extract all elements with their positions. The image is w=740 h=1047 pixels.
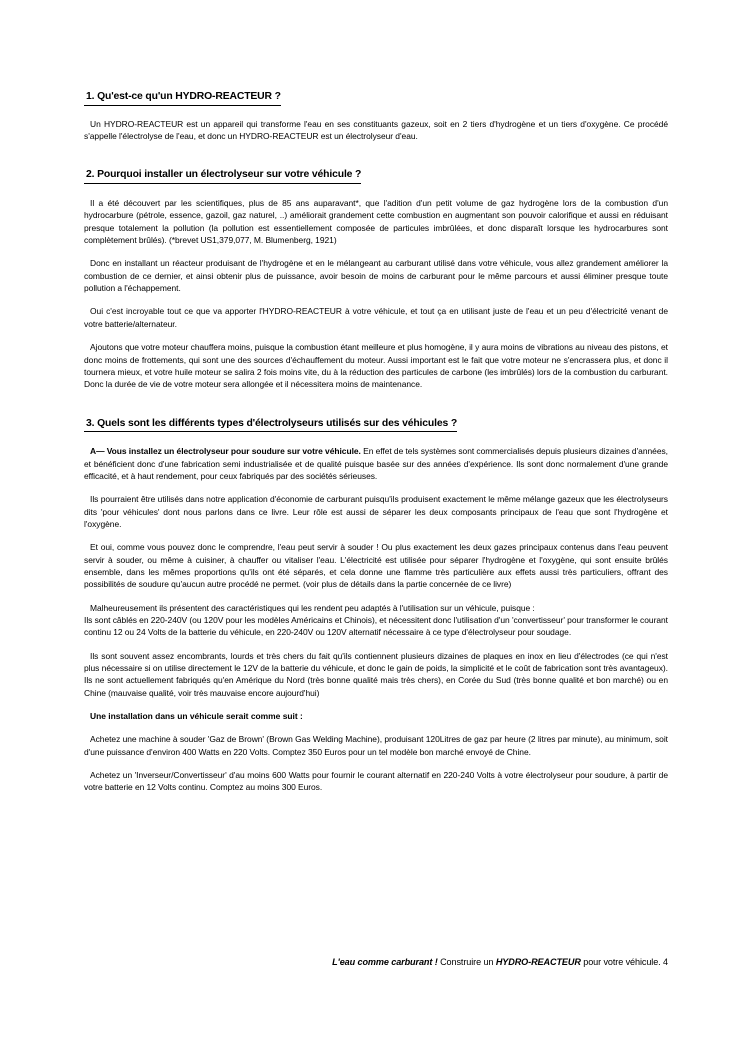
section-2-heading-wrap	[84, 164, 668, 184]
section-1-heading-wrap	[84, 86, 668, 106]
subsection-a-lead-text: En effet de tels systèmes sont commercialisés depuis plusieurs dizaines d'années, et bénéficient donc d'une fabrication semi industrialisée et de qualité puisque basée sur des années d'expérience. Ils sont donc normalement d'une grande efficacité, et à haut rendement, pour ceux fabriqués par des sociétés sérieuses.	[84, 446, 668, 481]
install-paragraph-2: Achetez un 'Inverseur/Convertisseur' d'au moins 600 Watts pour fournir le courant alternatif en 220-240 Volts à votre électrolyseur pour soudure, à partir de votre batterie en 12 Volts continu. Comptez au moins 300 Euros.	[84, 770, 668, 793]
section-3-paragraph-1: Ils pourraient être utilisés dans notre application d'économie de carburant puisqu'ils produisent exactement le même mélange gazeux que les électrolyseurs dits 'pour véhicules' dont nous parlons dans ce livre. Leur rôle est aussi de séparer les deux composants principaux de l'eau que sont l'hydrogène et l'oxygène.	[84, 494, 668, 529]
install-paragraph-1: Achetez une machine à souder 'Gaz de Brown' (Brown Gas Welding Machine), produisant 120Litres de gaz par heure (2 litres par minute), au minimum, soit d'une puissance d'environ 400 Watts en 220 Volts. Comptez 350 Euros pour un tel modèle bon marché envoyé de Chine.	[84, 734, 668, 757]
section-heading-1: 1. Qu'est-ce qu'un HYDRO-REACTEUR ?	[84, 91, 281, 106]
section-3-paragraph-5: Ils sont souvent assez encombrants, lourds et très chers du fait qu'ils contiennent plusieurs dizaines de plaques en inox en lieu d'électrodes (ce qui n'est plus nécessaire si on utilise directement le 12V de la batterie du véhicule, et donc le gain de poids, la simplicité et le coût de fabrication sont très avantageux). Ils ne sont actuellement fabriqués qu'en Amérique du Nord (très bonne qualité mais très chers), en Corée du Sud (très bonne qualité et bon marché) ou en Chine (mauvaise qualité, voir très mauvaise encore aujourd'hui)	[84, 650, 668, 698]
footer-book-title: L'eau comme carburant !	[332, 957, 438, 967]
section-heading-3: 3. Quels sont les différents types d'électrolyseurs utilisés sur des véhicules ?	[84, 418, 457, 433]
footer-page-text: pour votre véhicule. 4	[580, 957, 668, 967]
section-2-paragraph-1: Il a été découvert par les scientifiques, plus de 85 ans auparavant*, que l'adition d'un petit volume de gaz hydrogène lors de la combustion d'un hydrocarbure (pétrole, essence, gazoil, gaz naturel, ..) améliorait grandement cette combustion en augmentant son pouvoir calorifique et aussi en réduisant presque totalement la pollution (la pollution est essentiellement composée de particules imbrûlées, et donc disparaît lorsque les hydrocarbures sont complètement brûlés). (*brevet US1,379,077, M. Blumenberg, 1921)	[84, 198, 668, 246]
document-body	[84, 86, 668, 794]
section-heading-2: 2. Pourquoi installer un électrolyseur sur votre véhicule ?	[84, 169, 361, 184]
section-3-heading-wrap	[84, 413, 668, 433]
footer-middle-text: Construire un	[437, 957, 496, 967]
footer-product-name: HYDRO-REACTEUR	[495, 957, 581, 967]
section-3-paragraph-2: Et oui, comme vous pouvez donc le comprendre, l'eau peut servir à souder ! Ou plus exactement les deux gazes principaux contenus dans l'eau peuvent servir à souder, ou même à cuisiner, à chauffer ou vitaliser l'eau. L'électricité est utilisée pour séparer l'hydrogène et l'oxygène, qui sont ensuite brûlés ensemble, dans les mêmes proportions qu'ils ont été séparés, et cela donne une flamme très particulière aux effets aussi très particuliers, offrant des possibilités de soudure qu'aucun autre procédé ne permet. (voir plus de détails dans la partie concernée de ce livre)	[84, 542, 668, 590]
section-2-paragraph-4: Ajoutons que votre moteur chauffera moins, puisque la combustion étant meilleure et plus homogène, il y aura moins de vibrations au niveau des pistons, et donc moins de frottements, qui sont une des sources d'échauffement du moteur. Aussi important est le fait que votre moteur ne s'encrassera plus, et donc il tournera mieux, et votre huile moteur se salira 2 fois moins vite, du à la réduction des particules de carbone (les imbrûlés) lors de la combustion du carburant. Donc la durée de vie de votre moteur sera allongée et il nécessitera moins de maintenance.	[84, 342, 668, 390]
section-1-paragraph-1: Un HYDRO-REACTEUR est un appareil qui transforme l'eau en ses constituants gazeux, soit en 2 tiers d'hydrogène et un tiers d'oxygène. Ce procédé s'appelle l'électrolyse de l'eau, et donc un HYDRO-REACTEUR est un électrolyseur d'eau.	[84, 118, 668, 142]
section-3-subsection-a	[84, 445, 668, 482]
section-2-paragraph-2: Donc en installant un réacteur produisant de l'hydrogène et en le mélangeant au carburant utilisé dans votre véhicule, vous allez grandement améliorer la combustion de ce dernier, et ainsi obtenir plus de puissance, avoir besoin de moins de carburant pour le même parcours et aussi éliminer presque toute pollution a l'échappement.	[84, 258, 668, 294]
section-3-paragraph-3: Malheureusement ils présentent des caractéristiques qui les rendent peu adaptés à l'utilisation sur un véhicule, puisque :	[90, 602, 535, 613]
subsection-a-lead-label: A— Vous installez un électrolyseur pour soudure sur votre véhicule.	[90, 446, 361, 457]
section-3-paragraph-4: Ils sont câblés en 220-240V (ou 120V pour les modèles Américains et Chinois), et nécessitent donc l'utilisation d'un 'convertisseur' pour transformer le courant continu 12 ou 24 Volts de la batterie du véhicule, en 220-240V ou 120V alternatif nécessaire à ce type d'électrolyseur pour soudage.	[84, 615, 668, 638]
section-2-paragraph-3: Oui c'est incroyable tout ce que va apporter l'HYDRO-REACTEUR à votre véhicule, et tout ça en utilisant juste de l'eau et un peu d'électricité venant de votre batterie/alternateur.	[84, 306, 668, 329]
page-footer	[84, 956, 668, 968]
install-subheading: Une installation dans un véhicule serait comme suit :	[90, 711, 303, 722]
